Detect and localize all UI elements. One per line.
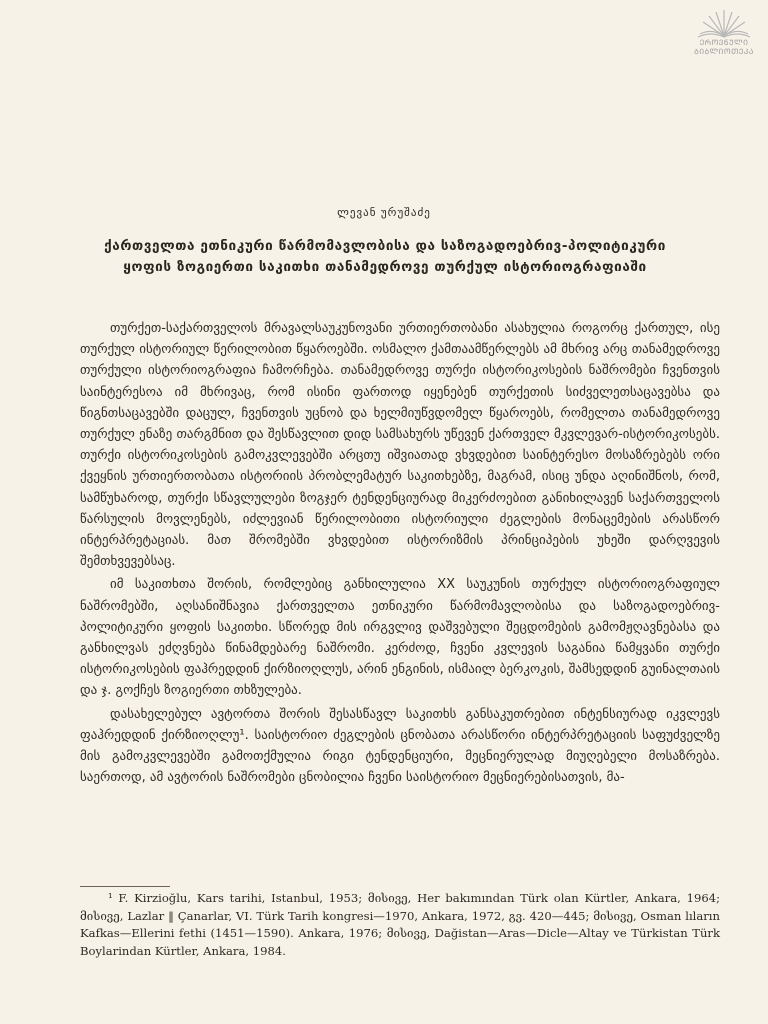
open-book-emblem-icon — [694, 4, 754, 38]
paragraph-3: დასახელებულ ავტორთა შორის შესასწავლ საკითხს განსაკუთრებით ინტენსიურად იკვლევს ფაჰრედდინ ქირზიოღლუ¹. საისტორიო ძეგლების ცნობათა არასწორი ინტერპრეტაციის საფუძველზე მის გამოკვლევებში გამოთქმულია რიგი ტენდენციური, მეცნიერულად მიუღებელი მოსაზრება. საერთოდ, ამ ავტორის ნაშრომები ცნობილია ჩვენი საისტორიო მეცნიერებისათვის, მა- — [80, 706, 720, 786]
footnote: ¹ F. Kirzioğlu, Kars tarihi, Istanbul, 1953; მისივე, Her bakımından Türk olan Kürtler, Ankara, 1964; მისივე, Lazlar ‖ Çanarlar, VI. Türk Tarih kongresi—1970, Ankara, 1972, გვ. 420—445; მისივე, Osman lıların Kafkas—Ellerini fethi (1451—1590). Ankara, 1976; მისივე, Dağistan—Aras—Dicle—Altay ve Türkistan Türk Boylarindan Kürtler, Ankara, 1984. — [80, 891, 720, 958]
paragraph-2: იმ საკითხთა შორის, რომლებიც განხილულია XX საუკუნის თურქულ ისტორიოგრაფიულ ნაშრომებში, აღსანიშნავია ქართველთა ეთნიკური წარმომავლობისა და საზოგადოებრივ-პოლიტიკური ყოფის საკითხი. სწორედ მის ირგვლივ დაშვებული შეცდომების გამომჟღავნებასა და განხილვას ეძღვნება წინამდებარე ნაშრომი. კერძოდ, ჩვენი კვლევის საგანია წამყვანი თურქი ისტორიკოსების ფაჰრედდინ ქირზიოღლუს, არინ ენგინის, ისმაილ ბერკოკის, შამსედდინ გუინალთაის და ჯ. გოქჩეს ზოგიერთი თხზულება. — [80, 577, 720, 699]
article-body — [80, 318, 720, 788]
author-name: ლევან ურუშაძე — [337, 206, 431, 219]
library-logo — [690, 4, 758, 60]
paragraph-1: თურქეთ-საქართველოს მრავალსაუკუნოვანი ურთიერთობანი ასახულია როგორც ქართულ, ისე თურქულ ისტორიულ წერილობით წყაროებში. ოსმალო ქამთაამწერლებს ამ მხრივ არც თანამედროვე თურქული ისტორიოგრაფია ჩამორჩება. თანამედროვე თურქი ისტორიკოსების ნაშრომები ჩვენთვის საინტერესოა იმ მხრივაც, რომ ისინი ფართოდ იყენებენ თურქეთის სიძველეთსაცავებსა და წიგნთსაცავებში დაცულ, ჩვენთვის უცნობ და ხელმიუწვდომელ წყაროებს, რომელთა თანამედროვე თურქულ ენაზე თარგმნით და შესწავლით დიდ სამსახურს უწევენ ქართველ მკვლევარ-ისტორიკოსებს. თურქი ისტორიკოსების გამოკვლევებში არცთუ იშვიათად ვხვდებით საინტერესო მოსაზრებებს ორი ქვეყნის ურთიერთობათა ისტორიის პრობლემატურ საკითხებზე, მაგრამ, ისიც უნდა აღინიშნოს, რომ, სამწუხაროდ, თურქი სწავლულები ზოგჯერ ტენდენციურად მიკერძოებით განიხილავენ საქართველოს წარსულის მოვლენებს, იძლევიან წერილობითი ისტორიული ძეგლების მონაცემების არასწორ ინტერპრეტაციას. მათ შრომებში ვხვდებით ისტორიზმის პრინციპების უხეში დარღვევის შემთხვევებსაც. — [80, 321, 720, 570]
logo-line-2: ᲑᲘᲑᲚᲘᲝᲗᲔᲙᲐ — [694, 47, 754, 56]
footnote-divider — [80, 886, 170, 887]
article-title: ქართველთა ეთნიკური წარმომავლობისა და საზოგადოებრივ-პოლიტიკური ყოფის ზოგიერთი საკითხი თანამედროვე თურქულ ისტორიოგრაფიაში — [104, 238, 666, 275]
logo-line-1: ᲔᲠᲝᲕᲜᲣᲚᲘ — [699, 38, 749, 47]
